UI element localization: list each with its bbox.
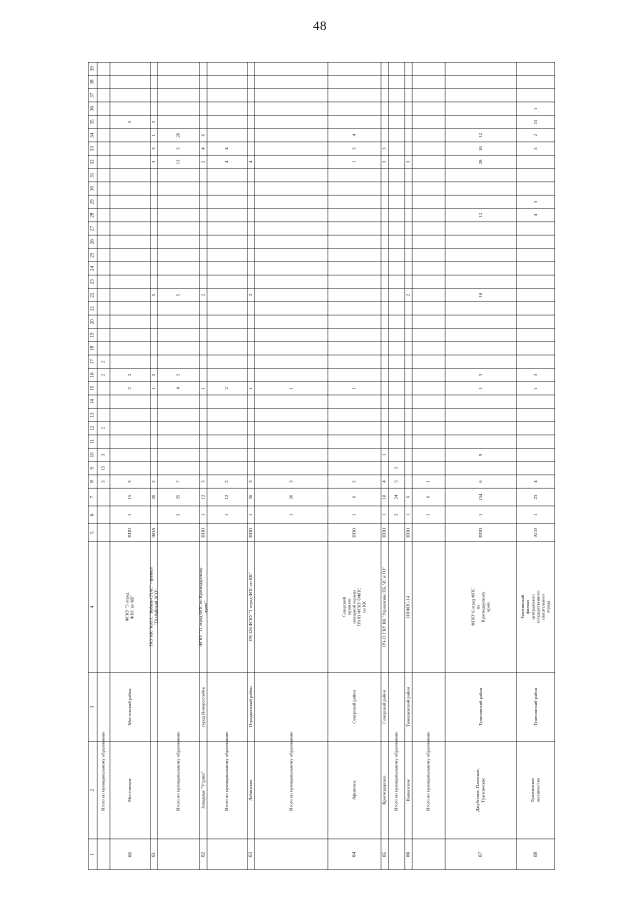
table-cell-value: 12	[200, 494, 206, 500]
column-number-label: 30	[90, 186, 96, 192]
table-cell-value: 4	[224, 160, 230, 164]
subtotal-row-label: Итого по муниципальному образованию	[175, 731, 181, 811]
row-organization: ФГКУ "5 отряд	[124, 592, 130, 622]
row-organization: отряда	[545, 600, 551, 614]
column-number-label: 21	[90, 305, 96, 311]
subtotal-row-label: Итого по муниципальному образованию	[288, 731, 294, 811]
table-cell-value: 2	[150, 480, 156, 483]
table-cell-value: 3	[248, 293, 254, 297]
row-organization: гарнизон	[346, 598, 352, 616]
row-municipality: Туапсинские	[480, 777, 486, 803]
table-cell-value: 2	[351, 480, 357, 483]
row-organization: государственного	[535, 590, 541, 624]
table-cell-value: 5	[175, 293, 181, 297]
table-cell-value: 1	[381, 453, 387, 457]
table-cell-value: 2	[224, 387, 230, 390]
row-district: город Новороссийск	[200, 686, 206, 727]
rotated-table	[88, 62, 555, 870]
table-grid	[88, 62, 555, 870]
column-number-label: 3	[90, 705, 96, 709]
column-number-label: 5	[90, 531, 96, 534]
column-number-label: 32	[90, 159, 96, 165]
column-number-label: 8	[90, 480, 96, 483]
column-number-label: 34	[90, 132, 96, 138]
table-cell-value: 5	[393, 480, 399, 483]
table-cell-value: 2	[100, 427, 106, 430]
table-cell-value: 1	[224, 513, 230, 516]
column-number-label: 39	[90, 66, 96, 72]
column-number-label: 11	[90, 439, 96, 444]
row-type: ППО	[248, 527, 254, 538]
table-cell-value: 24	[393, 494, 399, 500]
row-number: 67	[478, 851, 484, 857]
table-cell-value: 5	[532, 147, 538, 150]
column-number-label: 12	[90, 425, 96, 431]
table-cell-value: 28	[477, 159, 483, 165]
subtotal-row-label: Итого по муниципальному образованию	[393, 731, 399, 811]
table-cell-value: 2	[127, 373, 133, 377]
table-cell-value: 15	[100, 465, 106, 471]
table-cell-value: 1	[288, 387, 294, 390]
table-cell-value: 36	[288, 494, 294, 500]
table-cell-value: 5	[127, 120, 133, 124]
row-district: Северский район	[351, 690, 357, 724]
column-number-label: 1	[90, 853, 96, 856]
table-cell-value: 3	[351, 147, 357, 150]
row-organization: краю	[485, 602, 491, 612]
column-number-label: 4	[90, 605, 96, 609]
table-cell-value: 15	[127, 494, 133, 500]
table-cell-value: 3	[381, 160, 387, 164]
table-cell-value: 4	[381, 480, 387, 483]
row-type: ППО	[477, 527, 483, 538]
row-organization: ПЧ 83 ФГКУ ОФПС	[356, 587, 362, 627]
row-organization: ПЧ-11 ГКУ КК "Управление ПБ, ЧС и ГО"	[381, 567, 387, 647]
table-cell-value: 36	[248, 494, 254, 500]
row-organization: по КК	[361, 601, 367, 613]
table-cell-value: 3	[532, 373, 538, 377]
column-number-label: 35	[90, 119, 96, 125]
row-type: ППО	[127, 527, 133, 538]
row-organization: по	[475, 604, 481, 610]
row-type: ППО	[405, 527, 411, 538]
column-number-label: 19	[90, 332, 96, 338]
row-organization: Северский	[341, 597, 347, 617]
table-cell-value: 6	[200, 134, 206, 137]
row-organization: ФГКУ 6 отряд ФПС	[470, 588, 476, 626]
table-cell-value: 3	[127, 480, 133, 483]
column-number-label: 13	[90, 412, 96, 418]
table-cell-value: 20	[175, 132, 181, 138]
row-district: Отрадненский район	[248, 686, 254, 728]
table-cell-value: 7	[175, 480, 181, 483]
subtotal-row-label: Итого по муниципальному образованию	[425, 731, 431, 811]
column-number-label: 10	[90, 452, 96, 458]
table-cell-value: 1	[150, 387, 156, 390]
table-cell-value: 2	[127, 387, 133, 390]
table-cell-value: 3	[532, 200, 538, 203]
table-cell-value: 12	[477, 212, 483, 218]
row-district: Мостовский район	[127, 688, 133, 726]
table-cell-value: 35	[175, 494, 181, 500]
row-number: 61	[152, 851, 158, 857]
column-number-label: 29	[90, 199, 96, 205]
table-cell-value: 3	[288, 480, 294, 483]
row-type: ППО	[351, 527, 357, 538]
row-district: Туапсинский район	[532, 687, 538, 726]
table-cell-value: 1	[381, 513, 387, 516]
column-number-label: 17	[90, 359, 96, 365]
table-cell-value: 3	[381, 147, 387, 150]
column-number-label: 9	[90, 466, 96, 470]
row-organization: краю"	[202, 601, 208, 613]
row-organization: ПЧ-126 ФГКУ "1 отряд ФПС по КК"	[248, 572, 254, 642]
row-organization: пожарной охраны	[351, 590, 357, 624]
table-cell-value: 1	[248, 513, 254, 516]
table-cell-value: 12	[224, 494, 230, 500]
row-municipality: Западные "Утриш"	[200, 771, 206, 809]
table-cell-value: 3	[477, 373, 483, 377]
table-cell-value: 1	[200, 513, 206, 516]
row-type: ППО	[200, 527, 206, 538]
row-organization: ОПФПС-14	[405, 596, 411, 618]
table-cell-value: 1	[425, 480, 431, 483]
page-number: 48	[313, 18, 327, 33]
column-number-label: 31	[90, 172, 96, 178]
column-number-label: 37	[90, 92, 96, 98]
table-cell-value: 2	[100, 360, 106, 363]
subtotal-row-label: Итого по муниципальному образованию	[224, 731, 230, 811]
column-number-label: 28	[90, 212, 96, 218]
table-cell-value: 3	[405, 160, 411, 164]
table-cell-value: 2	[405, 293, 411, 297]
table-cell-value: 2	[200, 293, 206, 297]
table-cell-value: 154	[477, 493, 483, 501]
column-number-label: 33	[90, 146, 96, 152]
table-cell-value: 6	[477, 480, 483, 483]
column-number-label: 20	[90, 319, 96, 325]
table-cell-value: 4	[224, 147, 230, 150]
table-cell-value: 6	[425, 495, 431, 499]
column-number-label: 7	[90, 495, 96, 499]
row-district: Туапсинский район	[477, 687, 483, 726]
table-cell-value: 3	[150, 160, 156, 164]
table-cell-value: 2	[100, 373, 106, 377]
row-organization: Краснодарскому	[480, 591, 486, 623]
row-district: Тимашевский район	[405, 687, 411, 727]
table-cell-value: 3	[248, 480, 254, 483]
table-cell-value: 2	[532, 134, 538, 137]
column-number-label: 23	[90, 279, 96, 285]
table-cell-value: 6	[351, 495, 357, 499]
table-cell-value: 1	[425, 513, 431, 516]
row-number: 64	[352, 851, 358, 857]
table-cell-value: 3	[100, 480, 106, 483]
column-number-label: 6	[90, 513, 96, 517]
row-number: 62	[201, 851, 207, 857]
column-number-label: 27	[90, 225, 96, 231]
table-cell-value: 18	[477, 146, 483, 151]
row-organization: центрального	[530, 594, 536, 620]
table-cell-value: 5	[150, 293, 156, 297]
table-cell-value: 13	[175, 159, 181, 165]
table-cell-value: 18	[381, 494, 387, 500]
row-organization: "Псебайский АСО"	[153, 588, 159, 626]
table-cell-value: 2	[393, 513, 399, 516]
table-cell-value: 2	[224, 480, 230, 483]
column-number-label: 22	[90, 292, 96, 298]
row-organization: ФГКУ "11 отряд ФПС по Краснодарскому	[197, 567, 203, 647]
table-cell-value: 1	[405, 513, 411, 516]
row-municipality: Афипское	[351, 780, 357, 800]
row-organization: Туапсинский	[520, 594, 526, 620]
table-cell-value: 12	[477, 132, 483, 138]
table-cell-value: 2	[175, 513, 181, 516]
row-district: Северский район	[381, 690, 387, 724]
column-number-label: 14	[90, 399, 96, 405]
table-cell-value: 9	[477, 453, 483, 457]
row-number: 60	[128, 851, 134, 857]
table-cell-value: 4	[200, 147, 206, 150]
row-type: ППО	[381, 527, 387, 538]
table-cell-value: 4	[532, 214, 538, 217]
table-cell-value: 15	[532, 119, 538, 125]
table-cell-value: 18	[477, 292, 483, 298]
row-municipality: Джубгские, Пляхские,	[475, 768, 481, 812]
row-organization: филиал	[525, 599, 531, 614]
row-number: 65	[382, 851, 388, 857]
table-cell-value: 6	[405, 495, 411, 499]
table-cell-value: 1	[200, 387, 206, 390]
column-number-label: 16	[90, 372, 96, 378]
table-cell-value: 1	[288, 513, 294, 516]
table-cell-value: 1	[477, 387, 483, 390]
table-cell-value: 4	[248, 160, 254, 164]
column-number-label: 26	[90, 239, 96, 245]
table-cell-value: 3	[150, 147, 156, 150]
table-cell-value: 1	[351, 513, 357, 516]
column-number-label: 24	[90, 265, 96, 271]
row-organization: ГКУ КК "КАСС "Кубань-СПАС" - филиал	[148, 567, 154, 647]
table-cell-value: 20	[150, 494, 156, 500]
table-cell-value: 1	[127, 513, 133, 516]
row-municipality: Туапсинское	[530, 777, 536, 803]
table-cell-value: 1	[532, 107, 538, 110]
table-cell-value: 3	[200, 480, 206, 483]
column-number-label: 25	[90, 252, 96, 258]
table-cell-value: 1	[351, 160, 357, 164]
table-cell-value: 4	[175, 387, 181, 390]
row-number: 66	[406, 851, 412, 857]
table-cell-value: 3	[175, 147, 181, 150]
column-number-label: 2	[90, 788, 96, 792]
subtotal-row-label: Итого по муниципальному образованию	[100, 731, 106, 811]
column-number-label: 38	[90, 79, 96, 85]
table-cell-value: 1	[532, 513, 538, 516]
row-municipality: лесничество	[535, 777, 541, 803]
column-number-label: 36	[90, 106, 96, 112]
table-cell-value: 3	[100, 453, 106, 457]
row-municipality: Кавказские	[405, 779, 411, 802]
row-organization: спасательного	[540, 593, 546, 621]
row-municipality: Лабинские	[248, 779, 254, 801]
table-cell-value: 2	[200, 160, 206, 164]
row-organization: ФПС по КК"	[129, 594, 135, 619]
column-number-label: 15	[90, 385, 96, 391]
table-cell-value: 23	[532, 494, 538, 500]
row-municipality: Мостовские	[127, 778, 133, 802]
row-type: ФОА	[150, 527, 156, 538]
table-cell-value: 1	[248, 387, 254, 390]
table-cell-value: 2	[150, 373, 156, 377]
row-type: АСО	[532, 527, 538, 538]
column-number-label: 18	[90, 345, 96, 351]
table-cell-value: 2	[175, 373, 181, 377]
table-cell-value: 1	[477, 513, 483, 516]
table-cell-value: 3	[393, 467, 399, 470]
table-cell-value: 2	[150, 120, 156, 124]
table-cell-value: 1	[150, 134, 156, 137]
table-cell-value: 4	[351, 134, 357, 137]
row-number: 68	[533, 851, 539, 857]
row-municipality: Краснодарское	[381, 775, 387, 805]
table-cell-value: 1	[351, 387, 357, 390]
table-cell-value: 4	[532, 480, 538, 483]
row-number: 63	[249, 851, 255, 857]
table-cell-value: 1	[532, 387, 538, 390]
